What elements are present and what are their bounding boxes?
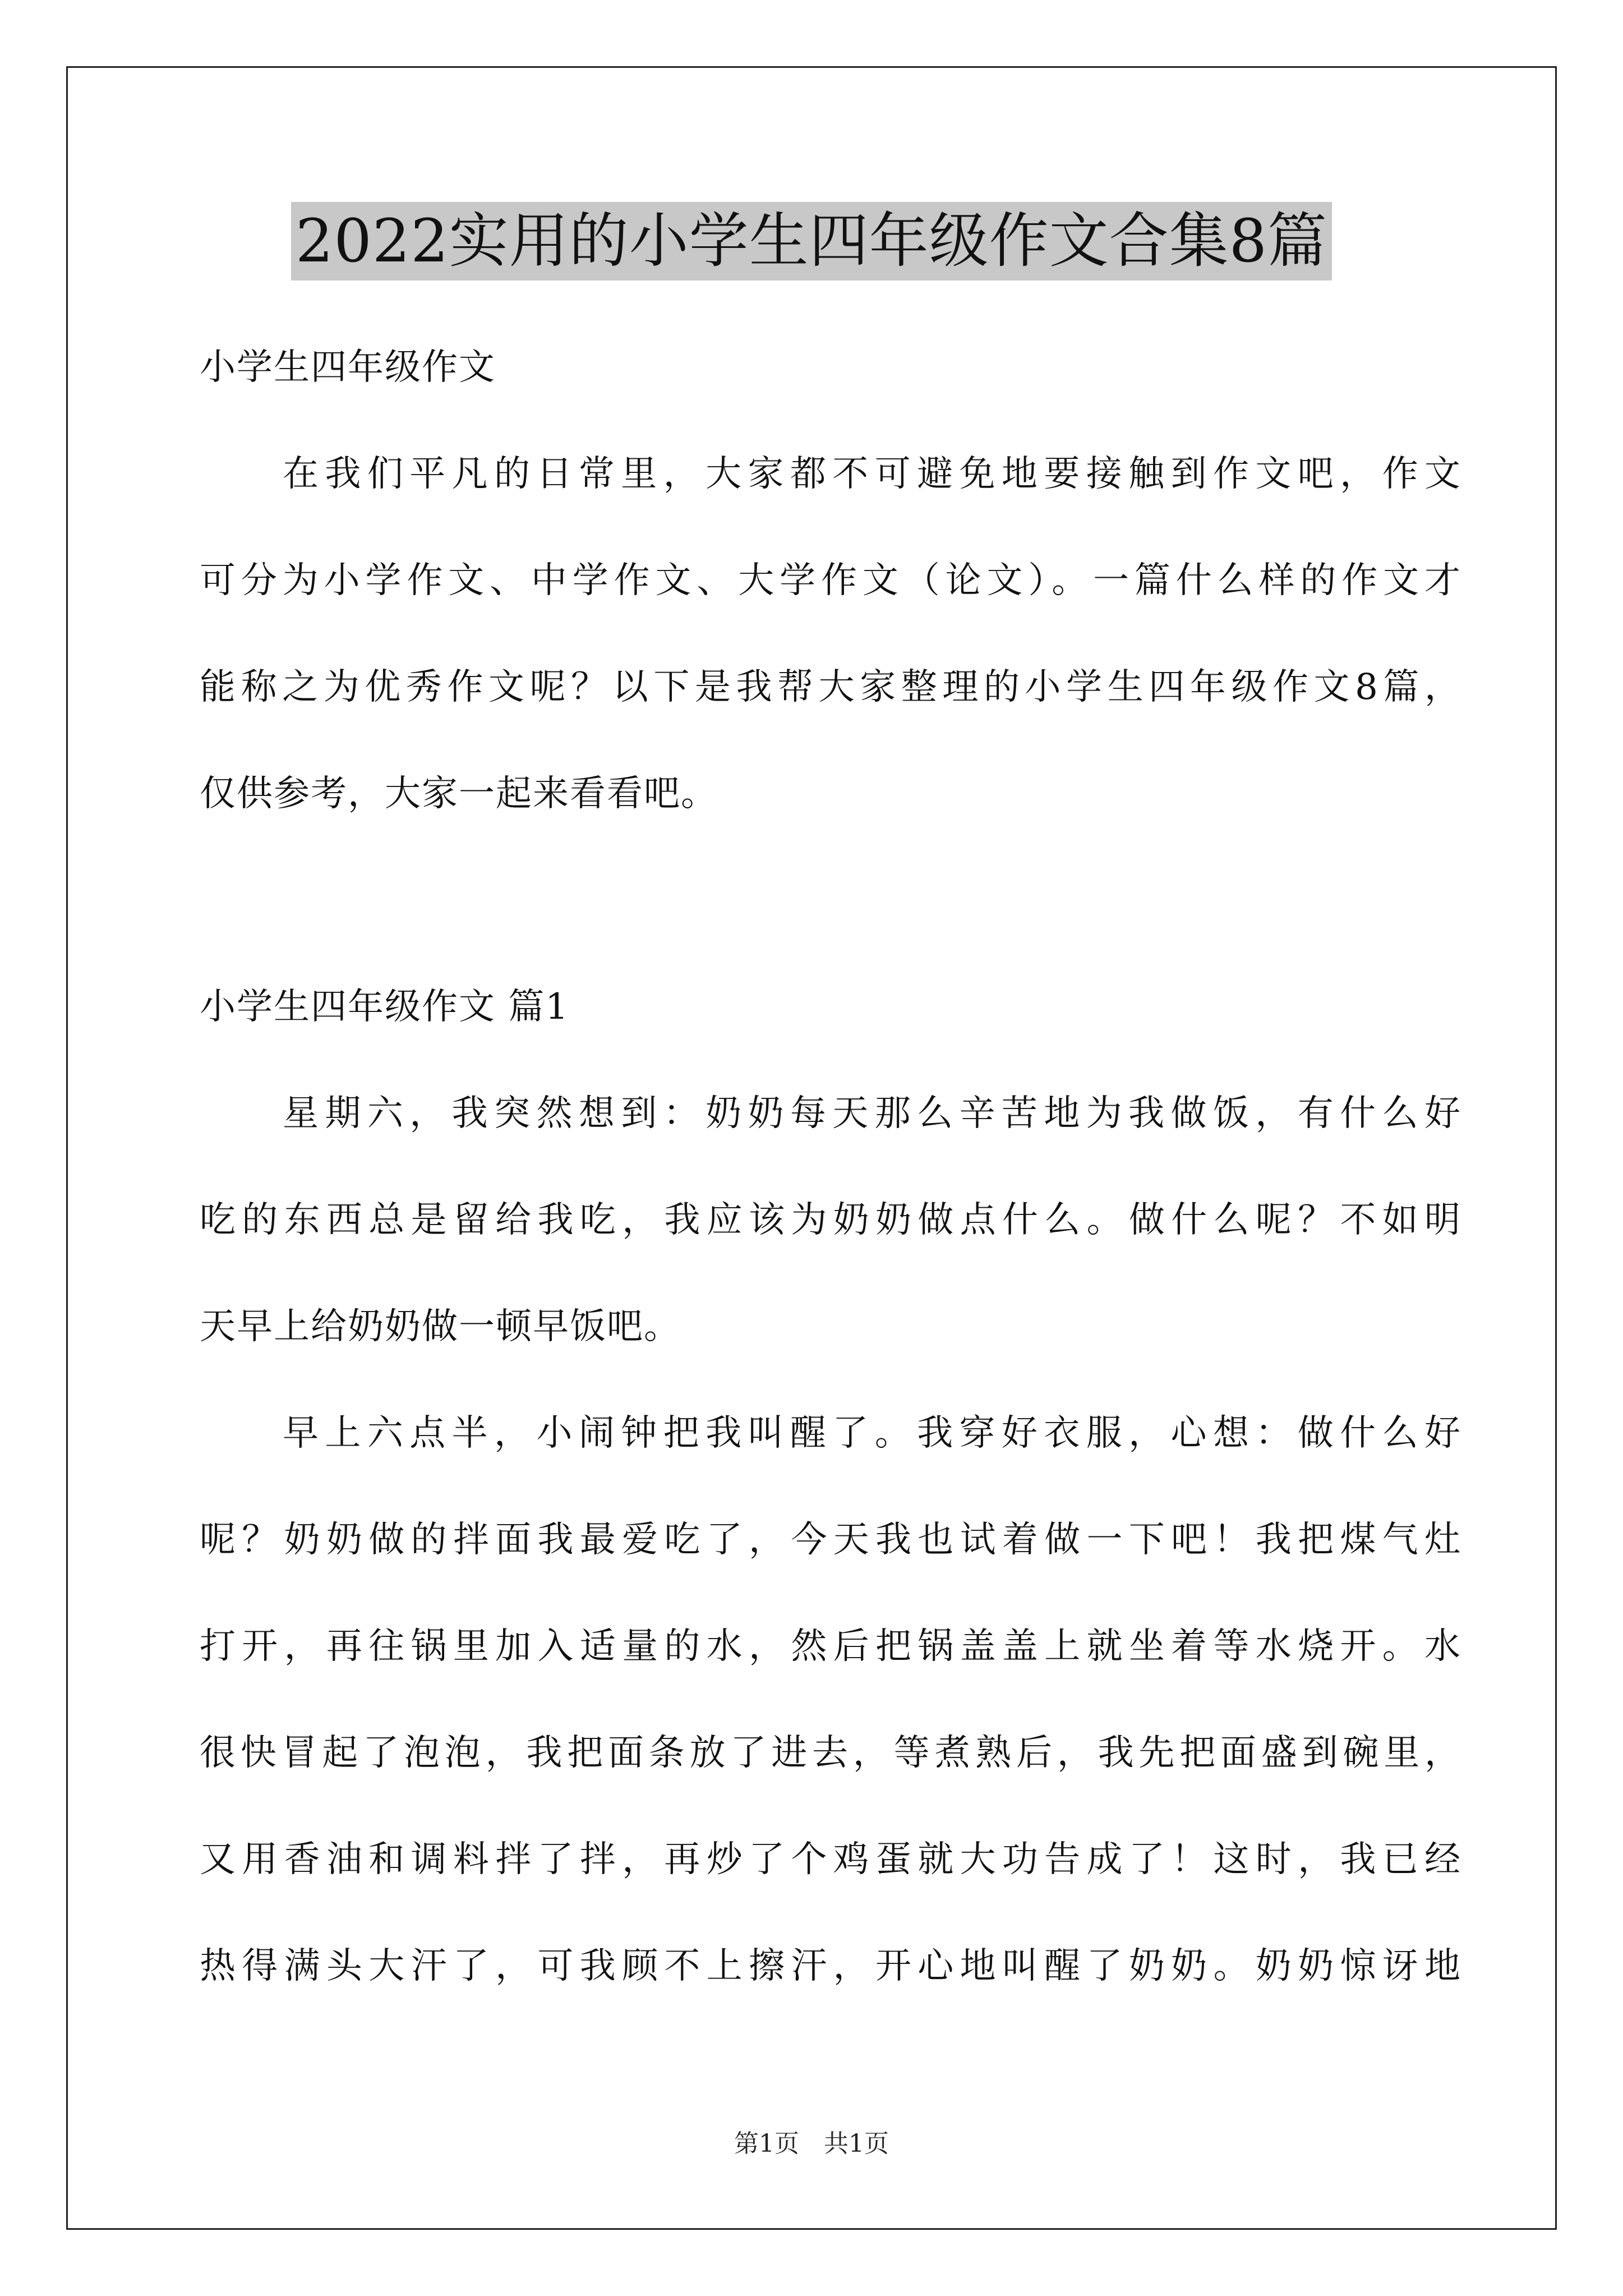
text-line: 仅供参考，大家一起来看看吧。 xyxy=(200,773,718,815)
section-spacer xyxy=(200,847,1461,954)
text-line: 可分为小学作文、中学作文、大学作文（论文）。一篇什么样的作文才 xyxy=(200,560,1461,601)
paragraph xyxy=(200,1380,1461,2019)
document-title: 2022实用的小学生四年级作文合集8篇 xyxy=(291,202,1332,280)
text-line: 早上六点半，小闹钟把我叫醒了。我穿好衣服，心想：做什么好 xyxy=(283,1412,1461,1454)
paragraph xyxy=(200,1060,1461,1380)
page-footer: 第1页 共1页 xyxy=(734,2129,889,2158)
intro-paragraph xyxy=(200,421,1461,847)
document-body xyxy=(200,314,1461,2019)
section-heading: 小学生四年级作文 篇1 xyxy=(200,986,570,1028)
text-line: 很快冒起了泡泡，我把面条放了进去，等煮熟后，我先把面盛到碗里， xyxy=(200,1732,1461,1774)
text-line: 吃的东西总是留给我吃，我应该为奶奶做点什么。做什么呢？不如明 xyxy=(200,1199,1461,1241)
text-line: 又用香油和调料拌了拌，再炒了个鸡蛋就大功告成了！这时，我已经 xyxy=(200,1839,1461,1880)
text-line: 能称之为优秀作文呢？以下是我帮大家整理的小学生四年级作文8篇， xyxy=(200,666,1461,708)
text-line: 天早上给奶奶做一顿早饭吧。 xyxy=(200,1306,681,1347)
text-line: 在我们平凡的日常里，大家都不可避免地要接触到作文吧，作文 xyxy=(283,453,1461,495)
text-line: 热得满头大汗了，可我顾不上擦汗，开心地叫醒了奶奶。奶奶惊讶地 xyxy=(200,1945,1461,1987)
text-line: 呢？奶奶做的拌面我最爱吃了，今天我也试着做一下吧！我把煤气灶 xyxy=(200,1519,1461,1561)
text-line: 打开，再往锅里加入适量的水，然后把锅盖盖上就坐着等水烧开。水 xyxy=(200,1626,1461,1667)
text-line: 星期六，我突然想到：奶奶每天那么辛苦地为我做饭，有什么好 xyxy=(283,1093,1461,1134)
title-container xyxy=(0,202,1623,280)
intro-heading: 小学生四年级作文 xyxy=(200,347,496,388)
